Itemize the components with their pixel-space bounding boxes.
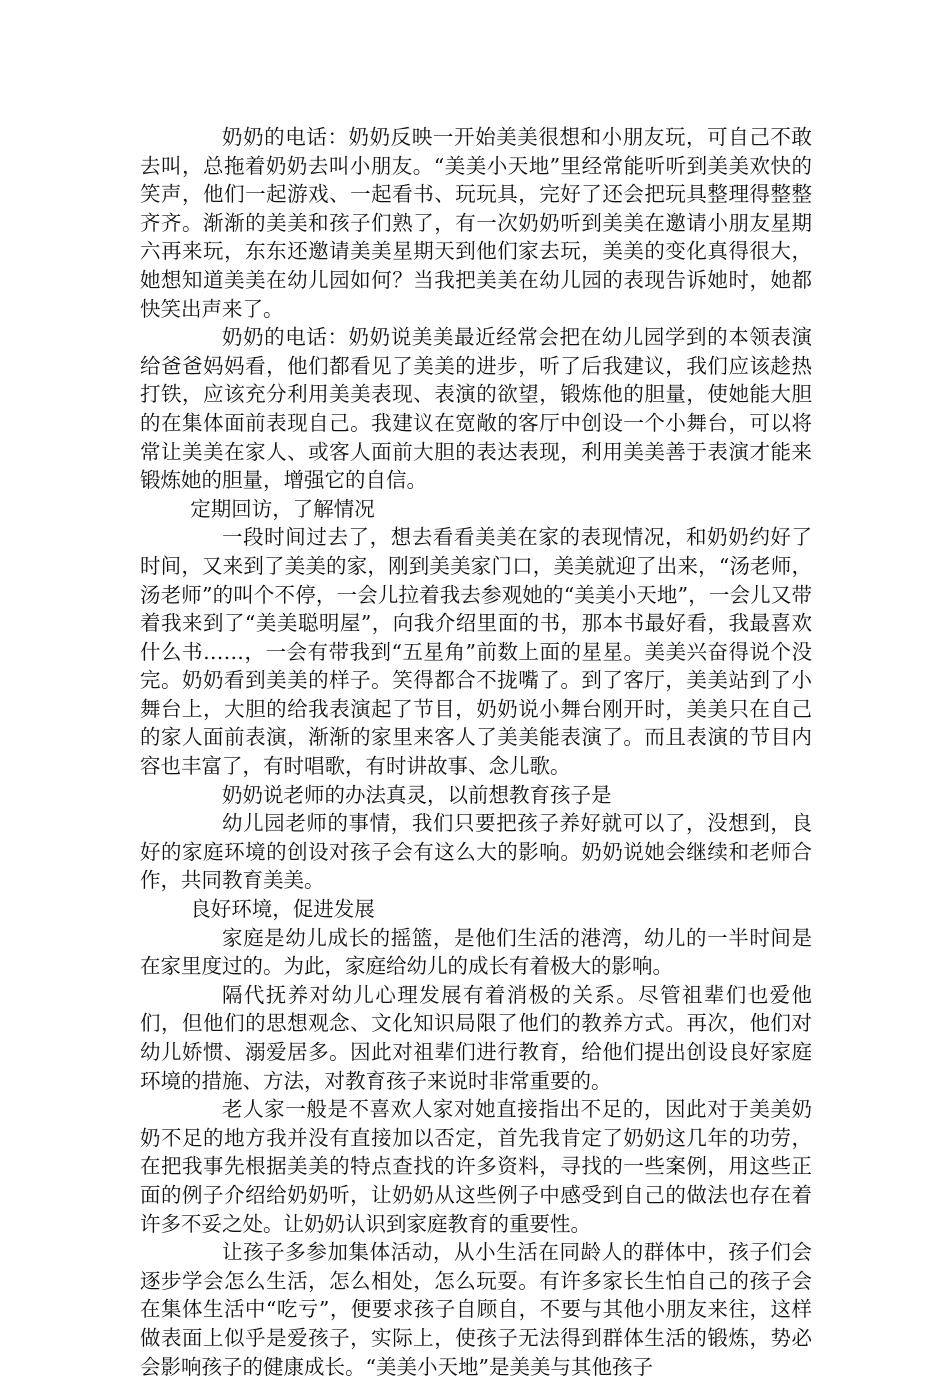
paragraph-intergenerational-care: 隔代抚养对幼儿心理发展有着消极的关系。尽管祖辈们也爱他们，但他们的思想观念、文化知识局限了他们的教养方式。再次，他们对幼儿娇惯、溺爱居多。因此对祖辈们进行教育，给他们提出创设良好家庭环境的措施、方法，对教育孩子来说时非常重要的。 — [140, 982, 812, 1093]
paragraph-kindergarten-teacher: 幼儿园老师的事情，我们只要把孩子养好就可以了，没想到，良好的家庭环境的创设对孩子会有这么大的影响。奶奶说她会继续和老师合作，共同教育美美。 — [140, 811, 812, 893]
paragraph-group-activities: 让孩子多参加集体活动，从小生活在同龄人的群体中，孩子们会逐步学会怎么生活，怎么相处，怎么玩耍。有许多家长生怕自己的孩子会在集体生活中“吃亏”，便要求孩子自顾自，不要与其他小朋友来往，这样做表面上似乎是爱孩子，实际上，使孩子无法得到群体生活的锻炼，势必会影响孩子的健康成长。“美美小天地”是美美与其他孩子 — [140, 1240, 812, 1379]
paragraph-grandma-says: 奶奶说老师的办法真灵，以前想教育孩子是 — [222, 782, 612, 807]
paragraph-grandma-call-1: 奶奶的电话：奶奶反映一开始美美很想和小朋友玩，可自己不敢去叫，总拖着奶奶去叫小朋友。“美美小天地”里经常能听听到美美欢快的笑声，他们一起游戏、一起看书、玩玩具，完好了还会把玩具整理得整整齐齐。渐渐的美美和孩子们熟了，有一次奶奶听到美美在邀请小朋友星期六再来玩，东东还邀请美美星期天到他们家去玩，美美的变化真得很大，她想知道美美在幼儿园如何？当我把美美在幼儿园的表现告诉她时，她都快笑出声来了。 — [140, 125, 812, 321]
paragraph-home-visit: 一段时间过去了，想去看看美美在家的表现情况，和奶奶约好了时间，又来到了美美的家，刚到美美家门口，美美就迎了出来，“汤老师，汤老师”的叫个不停，一会儿拉着我去参观她的“美美小天地”，一会儿又带着我来到了“美美聪明屋”，向我介绍里面的书，那本书最好看，我最喜欢什么书……，一会有带我到“五星角”前数上面的星星。美美兴奋得说个没完。奶奶看到美美的样子。笑得都合不拢嘴了。到了客厅，美美站到了小舞台上，大胆的给我表演起了节目，奶奶说小舞台刚开时，美美只在自己的家人面前表演，渐渐的家里来客人了美美能表演了。而且表演的节目内容也丰富了，有时唱歌，有时讲故事、念儿歌。 — [140, 525, 812, 779]
paragraph-elderly-feedback: 老人家一般是不喜欢人家对她直接指出不足的，因此对于美美奶奶不足的地方我并没有直接加以否定，首先我肯定了奶奶这几年的功劳，在把我事先根据美美的特点查找的许多资料，寻找的一些案例，用这些正面的例子介绍给奶奶听，让奶奶从这些例子中感受到自己的做法也存在着许多不妥之处。让奶奶认识到家庭教育的重要性。 — [140, 1097, 812, 1236]
section-heading-regular-visits: 定期回访，了解情况 — [190, 496, 375, 521]
document-page — [140, 123, 812, 1381]
paragraph-family-cradle: 家庭是幼儿成长的摇篮，是他们生活的港湾，幼儿的一半时间是在家里度过的。为此，家庭给幼儿的成长有着极大的影响。 — [140, 925, 812, 979]
section-heading-good-environment: 良好环境，促进发展 — [190, 897, 375, 922]
paragraph-grandma-call-2: 奶奶的电话：奶奶说美美最近经常会把在幼儿园学到的本领表演给爸爸妈妈看，他们都看见了美美的进步，听了后我建议，我们应该趁热打铁，应该充分利用美美表现、表演的欲望，锻炼他的胆量，使她能大胆的在集体面前表现自己。我建议在宽敞的客厅中创设一个小舞台，可以将常让美美在家人、或客人面前大胆的表达表现，利用美美善于表演才能来锻炼她的胆量，增强它的自信。 — [140, 325, 812, 493]
